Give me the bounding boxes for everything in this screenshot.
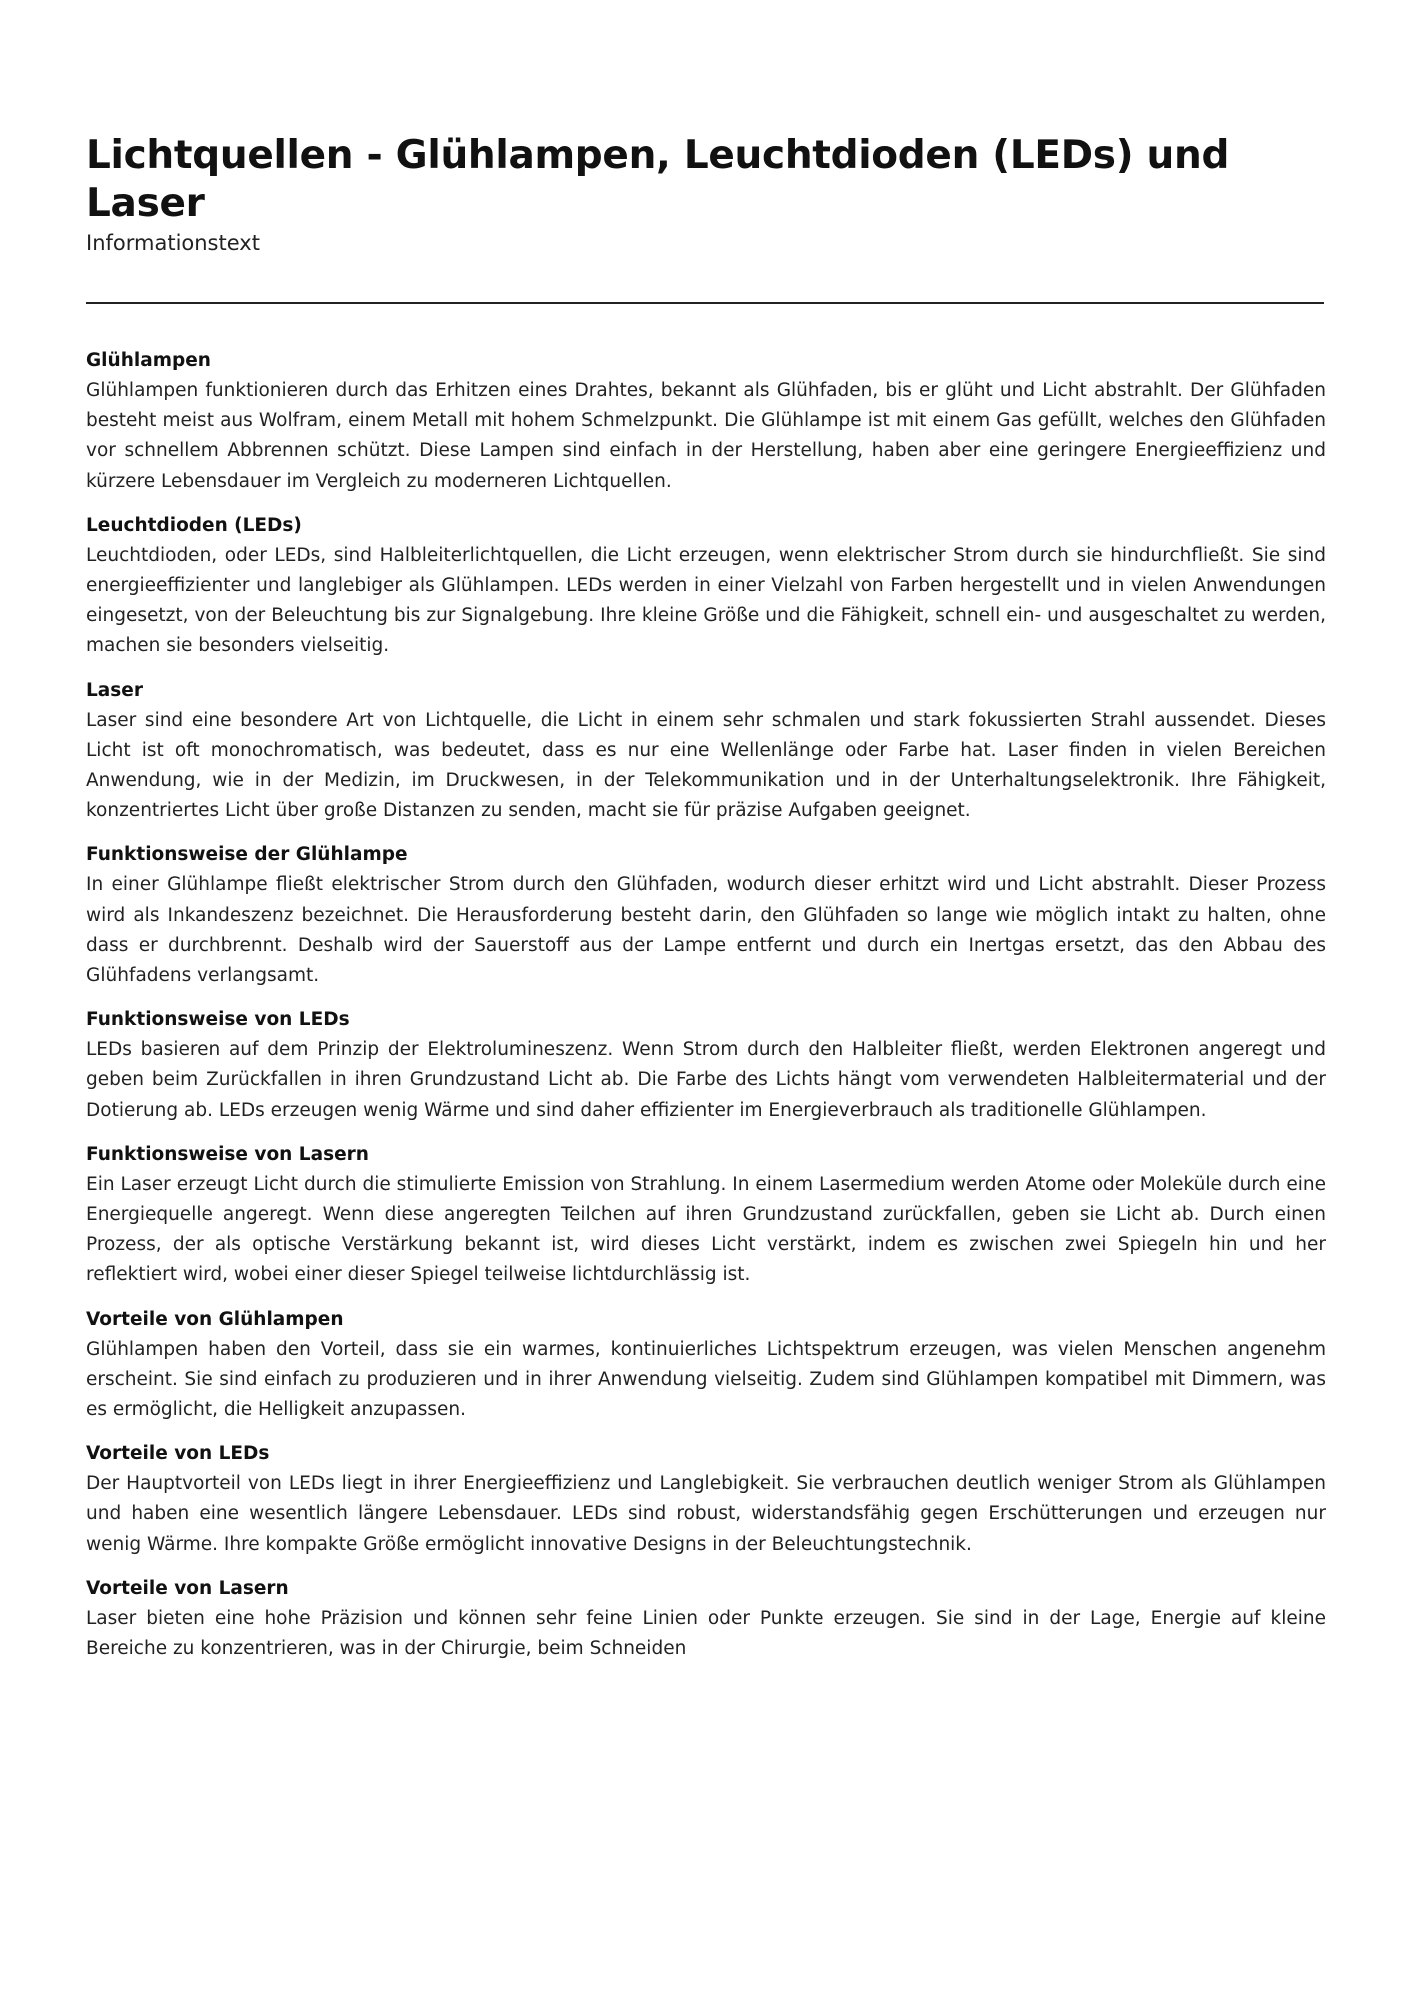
section-paragraph: LEDs basieren auf dem Prinzip der Elektrolumineszenz. Wenn Strom durch den Halbleiter fließt, werden Elektronen angeregt und geben beim Zurückfallen in ihren Grundzustand Licht ab. Die Farbe des Lichts hängt vom verwendeten Halbleitermaterial und der Dotierung ab. LEDs erzeugen wenig Wärme und sind daher effizienter im Energieverbrauch als traditionelle Glühlampen. [86,1039,1326,1121]
section-funktionsweise-lasern [86,1140,1326,1291]
section-heading: Funktionsweise der Glühlampe [86,844,408,866]
section-vorteile-leds [86,1439,1326,1560]
section-heading: Vorteile von Glühlampen [86,1308,344,1330]
section-paragraph: Leuchtdioden, oder LEDs, sind Halbleiterlichtquellen, die Licht erzeugen, wenn elektrischer Strom durch sie hindurchfließt. Sie sind energieeffizienter und langlebiger als Glühlampen. LEDs werden in einer Vielzahl von Farben hergestellt und in vielen Anwendungen eingesetzt, von der Beleuchtung bis zur Signalgebung. Ihre kleine Größe und die Fähigkeit, schnell ein- und ausgeschaltet zu werden, machen sie besonders vielseitig. [86,544,1326,657]
section-paragraph: Glühlampen haben den Vorteil, dass sie ein warmes, kontinuierliches Lichtspektrum erzeugen, was vielen Menschen angenehm erscheint. Sie sind einfach zu produzieren und in ihrer Anwendung vielseitig. Zudem sind Glühlampen kompatibel mit Dimmern, was es ermöglicht, die Helligkeit anzupassen. [86,1338,1326,1421]
title-divider [86,302,1324,304]
section-paragraph: Laser sind eine besondere Art von Lichtquelle, die Licht in einem sehr schmalen und stark fokussierten Strahl aussendet. Dieses Licht ist oft monochromatisch, was bedeutet, dass es nur eine Wellenlänge oder Farbe hat. Laser finden in vielen Bereichen Anwendung, wie in der Medizin, im Druckwesen, in der Telekommunikation und in der Unterhaltungselektronik. Ihre Fähigkeit, konzentriertes Licht über große Distanzen zu senden, macht sie für präzise Aufgaben geeignet. [86,709,1326,822]
section-paragraph: Laser bieten eine hohe Präzision und können sehr feine Linien oder Punkte erzeugen. Sie sind in der Lage, Energie auf kleine Bereiche zu konzentrieren, was in der Chirurgie, beim Schneiden [86,1607,1326,1660]
section-heading: Funktionsweise von Lasern [86,1143,369,1165]
section-paragraph: In einer Glühlampe fließt elektrischer Strom durch den Glühfaden, wodurch dieser erhitzt wird und Licht abstrahlt. Dieser Prozess wird als Inkandeszenz bezeichnet. Die Herausforderung besteht darin, den Glühfaden so lange wie möglich intakt zu halten, ohne dass er durchbrennt. Deshalb wird der Sauerstoff aus der Lampe entfernt und durch ein Inertgas ersetzt, das den Abbau des Glühfadens verlangsamt. [86,874,1326,987]
section-heading: Laser [86,679,143,701]
section-vorteile-gluehlampen [86,1305,1326,1426]
section-gluehlampen [86,346,1326,497]
document-page [86,132,1326,1678]
content-sections [86,346,1326,1664]
section-leuchtdioden [86,511,1326,662]
section-heading: Funktionsweise von LEDs [86,1009,350,1031]
section-paragraph: Ein Laser erzeugt Licht durch die stimulierte Emission von Strahlung. In einem Lasermedium werden Atome oder Moleküle durch eine Energiequelle angeregt. Wenn diese angeregten Teilchen auf ihren Grundzustand zurückfallen, geben sie Licht ab. Durch einen Prozess, der als optische Verstärkung bekannt ist, wird dieses Licht verstärkt, indem es zwischen zwei Spiegeln hin und her reflektiert wird, wobei einer dieser Spiegel teilweise lichtdurchlässig ist. [86,1173,1326,1286]
section-heading: Leuchtdioden (LEDs) [86,514,302,536]
section-paragraph: Der Hauptvorteil von LEDs liegt in ihrer Energieeffizienz und Langlebigkeit. Sie verbrauchen deutlich weniger Strom als Glühlampen und haben eine wesentlich längere Lebensdauer. LEDs sind robust, widerstandsfähig gegen Erschütterungen und erzeugen nur wenig Wärme. Ihre kompakte Größe ermöglicht innovative Designs in der Beleuchtungstechnik. [86,1473,1326,1555]
section-heading: Glühlampen [86,350,211,371]
page-title: Lichtquellen - Glühlampen, Leuchtdioden (LEDs) und Laser [86,133,1230,226]
section-heading: Vorteile von Lasern [86,1577,289,1599]
section-funktionsweise-gluehlampe [86,840,1326,991]
section-paragraph: Glühlampen funktionieren durch das Erhitzen eines Drahtes, bekannt als Glühfaden, bis er glüht und Licht abstrahlt. Der Glühfaden besteht meist aus Wolfram, einem Metall mit hohem Schmelzpunkt. Die Glühlampe ist mit einem Gas gefüllt, welches den Glühfaden vor schnellem Abbrennen schützt. Diese Lampen sind einfach in der Herstellung, haben aber eine geringere Energieeffizienz und kürzere Lebensdauer im Vergleich zu moderneren Lichtquellen. [86,380,1326,492]
section-laser [86,676,1326,827]
page-subtitle: Informationstext [86,231,260,255]
section-vorteile-lasern [86,1574,1326,1664]
section-funktionsweise-leds [86,1005,1326,1126]
section-heading: Vorteile von LEDs [86,1443,270,1465]
